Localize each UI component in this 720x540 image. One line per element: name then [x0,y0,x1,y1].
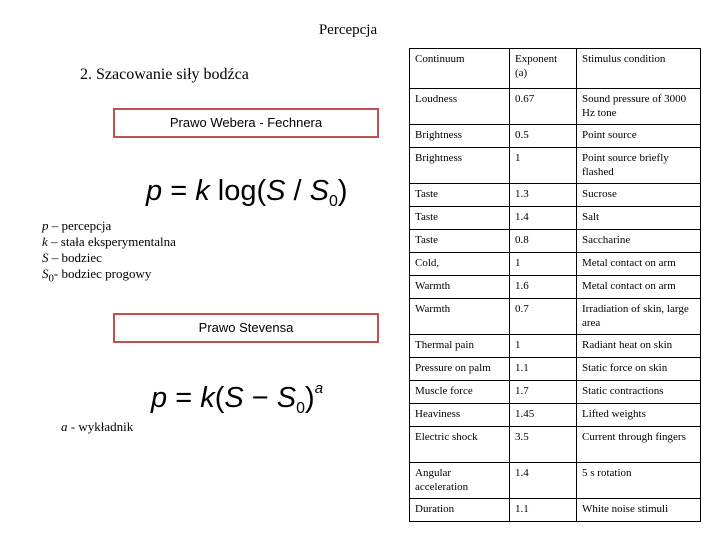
table-row [410,499,701,522]
cell-exponent: 1 [510,148,577,184]
table-row [410,276,701,299]
cell-continuum: Thermal pain [410,335,510,358]
cell-continuum: Muscle force [410,381,510,404]
cell-stimulus-condition: Saccharine [577,230,701,253]
cell-stimulus-condition: Salt [577,207,701,230]
legend-item: p – percepcja [42,218,112,233]
cell-exponent: 1.7 [510,381,577,404]
cell-continuum: Cold, [410,253,510,276]
weber-fechner-formula: p = k $\log(S / S_0)$ [146,175,348,210]
stevens-law-box [113,313,379,343]
cell-stimulus-condition: Current through fingers [577,427,701,463]
weber-fechner-law-box [113,108,379,138]
cell-continuum: Brightness [410,148,510,184]
table-row [410,381,701,404]
cell-stimulus-condition: Metal contact on arm [577,253,701,276]
cell-continuum: Pressure on palm [410,358,510,381]
cell-stimulus-condition: Static contractions [577,381,701,404]
table-row [410,463,701,499]
cell-stimulus-condition: Radiant heat on skin [577,335,701,358]
stevens-formula: $p = k(S - S_0)^a$ [151,380,324,417]
header-exponent: Exponent (a) [510,49,577,89]
table-row [410,207,701,230]
cell-continuum: Angular acceleration [410,463,510,499]
cell-stimulus-condition: Sound pressure of 3000 Hz tone [577,89,701,125]
weber-fechner-law-label: Prawo Webera - Fechnera [169,115,323,130]
cell-exponent: 1.45 [510,404,577,427]
table-row [410,404,701,427]
cell-continuum: Brightness [410,125,510,148]
stevens-exponents-table [409,48,701,522]
cell-continuum: Heaviness [410,404,510,427]
cell-exponent: 0.8 [510,230,577,253]
section-heading: 2. Szacowanie siły bodźca [80,66,249,83]
header-stimulus-condition: Stimulus condition [577,49,701,89]
stevens-law-label: Prawo Stevensa [198,320,294,335]
cell-exponent: 1.1 [510,358,577,381]
legend-item: S – bodziec [42,250,102,265]
cell-exponent: 1.4 [510,463,577,499]
cell-stimulus-condition: 5 s rotation [577,463,701,499]
table-row [410,427,701,463]
exponent-note: a - wykładnik [61,419,134,434]
cell-exponent: 1.4 [510,207,577,230]
legend-item: k – stała eksperymentalna [42,234,176,249]
cell-stimulus-condition: Sucrose [577,184,701,207]
cell-continuum: Warmth [410,299,510,335]
table-row [410,299,701,335]
slide-title: Percepcja [318,22,378,38]
symbol-legend [42,218,176,287]
cell-exponent: 1 [510,253,577,276]
table-row [410,148,701,184]
table-row [410,125,701,148]
cell-continuum: Electric shock [410,427,510,463]
table-row [410,184,701,207]
cell-exponent: 0.67 [510,89,577,125]
cell-stimulus-condition: Point source [577,125,701,148]
table-row [410,230,701,253]
cell-stimulus-condition: Irradiation of skin, large area [577,299,701,335]
cell-exponent: 1.6 [510,276,577,299]
cell-stimulus-condition: Static force on skin [577,358,701,381]
cell-exponent: 1 [510,335,577,358]
cell-continuum: Loudness [410,89,510,125]
cell-exponent: 0.5 [510,125,577,148]
cell-continuum: Duration [410,499,510,522]
cell-continuum: Taste [410,230,510,253]
cell-exponent: 1.1 [510,499,577,522]
cell-stimulus-condition: Point source briefly flashed [577,148,701,184]
table-row [410,89,701,125]
cell-continuum: Warmth [410,276,510,299]
table-header-row [410,49,701,89]
table-row [410,253,701,276]
cell-continuum: Taste [410,184,510,207]
cell-stimulus-condition: Lifted weights [577,404,701,427]
cell-continuum: Taste [410,207,510,230]
cell-exponent: 3.5 [510,427,577,463]
cell-stimulus-condition: White noise stimuli [577,499,701,522]
table-row [410,335,701,358]
cell-stimulus-condition: Metal contact on arm [577,276,701,299]
legend-item: $S_0-$ bodziec progowy [42,266,152,285]
header-continuum: Continuum [410,49,510,89]
cell-exponent: 1.3 [510,184,577,207]
cell-exponent: 0.7 [510,299,577,335]
table-row [410,358,701,381]
